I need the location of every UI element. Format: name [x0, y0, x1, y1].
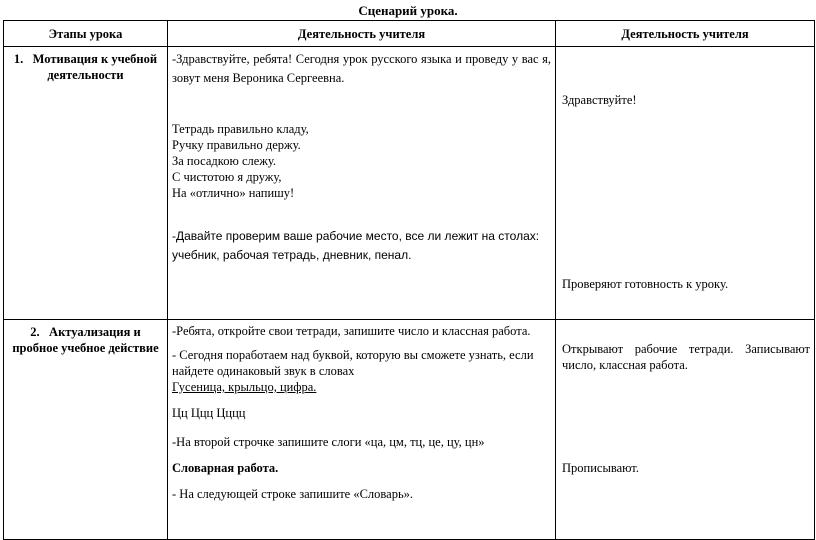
stage-cell: [4, 47, 168, 320]
header-stages: Этапы урока: [4, 21, 168, 47]
table-row: [4, 47, 815, 320]
teacher-greeting: -Здравствуйте, ребята! Сегодня урок русского языка и проведу у вас я, зовут меня Вероника Сергеевна.: [172, 52, 551, 85]
example-words: Гусеница, крыльцо, цифра.: [172, 380, 317, 394]
header-teacher-activity: Деятельность учителя: [168, 21, 556, 47]
student-activity-cell: [556, 320, 815, 540]
poem-line: За посадкою слежу.: [172, 154, 277, 168]
vocabulary-title: Словарная работа.: [172, 461, 279, 475]
student-readiness: Проверяют готовность к уроку.: [562, 277, 729, 291]
stage-name: Мотивация к учебной деятельности: [32, 52, 158, 82]
stage-cell: [4, 320, 168, 540]
teacher-letter-task: - Сегодня поработаем над буквой, которую вы сможете узнать, если найдете одинаковый звук в словах: [172, 348, 534, 378]
document-title: Сценарий урока.: [358, 3, 458, 18]
letter-samples: Цц Ццц Цццц: [172, 406, 246, 420]
header-teacher-activity-2: Деятельность учителя: [556, 21, 815, 47]
poem-line: С чистотою я дружу,: [172, 170, 282, 184]
stage-number: 1.: [13, 52, 24, 66]
student-write: Прописывают.: [562, 461, 639, 475]
teacher-check: -Давайте проверим ваше рабочие место, все ли лежит на столах: учебник, рабочая тетрадь, дневник, пенал.: [172, 229, 540, 262]
stage-number: 2.: [30, 325, 40, 339]
student-activity-cell: [556, 47, 815, 320]
teacher-activity-cell: [168, 320, 556, 540]
teacher-syllables: -На второй строчке запишите слоги «ца, цм, тц, це, цу, цн»: [172, 435, 485, 449]
poem-line: Ручку правильно держу.: [172, 138, 301, 152]
table-header-row: [4, 21, 815, 47]
poem-line: На «отлично» напишу!: [172, 186, 295, 200]
student-reply: Здравствуйте!: [562, 93, 637, 107]
table-row: [4, 320, 815, 540]
teacher-activity-cell: [168, 47, 556, 320]
stage-name: Актуализация и пробное учебное действие: [12, 325, 159, 355]
student-open-notebooks: Открывают рабочие тетради. Записывают число, классная работа.: [562, 342, 810, 372]
poem-line: Тетрадь правильно кладу,: [172, 122, 309, 136]
teacher-vocabulary: - На следующей строке запишите «Словарь».: [172, 487, 414, 501]
lesson-table: [3, 20, 815, 540]
teacher-open-notebooks: -Ребята, откройте свои тетради, запишите число и классная работа.: [172, 324, 531, 338]
